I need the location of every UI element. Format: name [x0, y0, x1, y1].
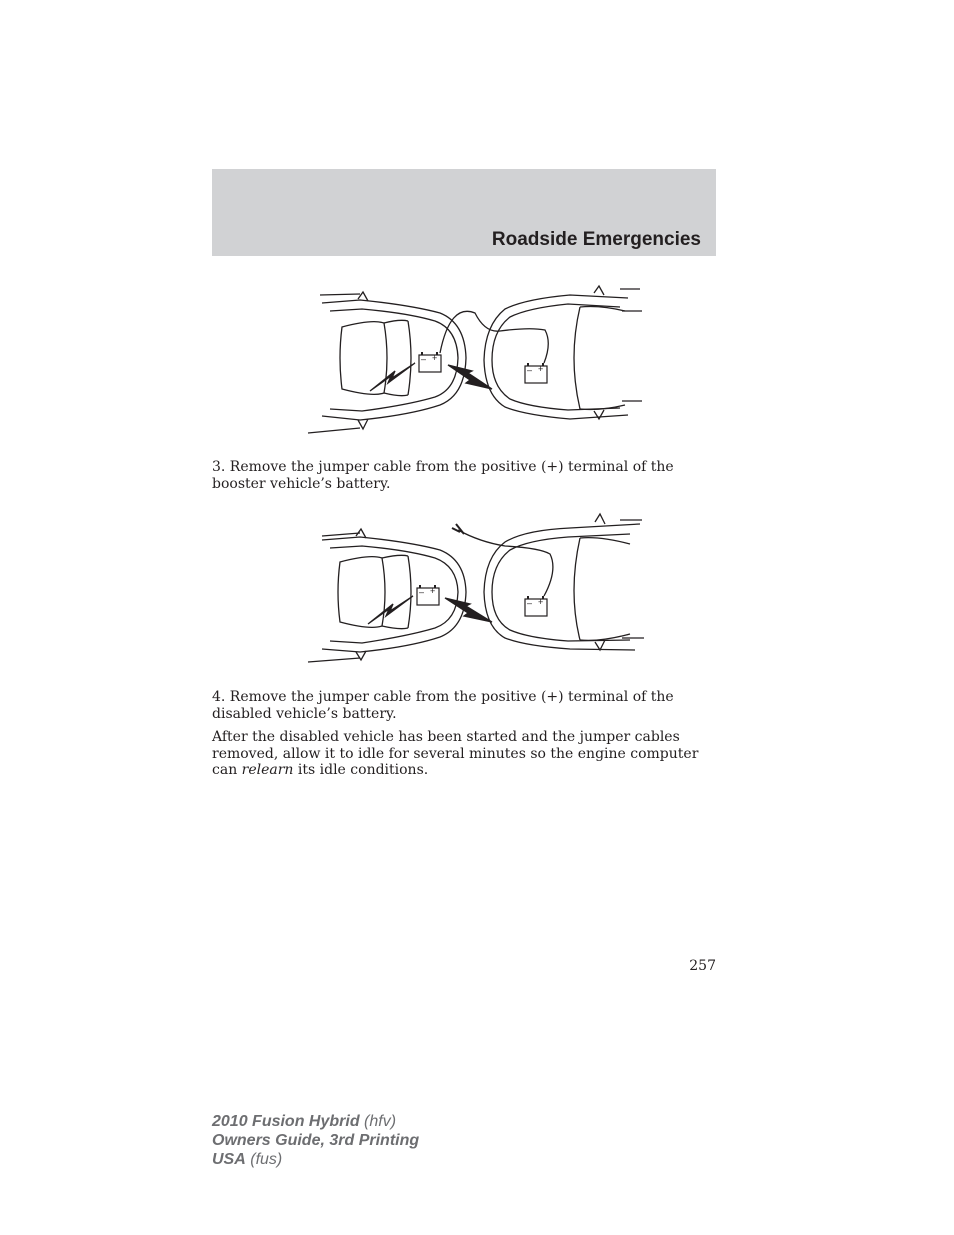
two-vehicles-diagram	[300, 512, 650, 672]
note-text-after: its idle conditions.	[293, 762, 429, 778]
battery-left-plus: +	[432, 353, 438, 363]
note-emphasis: relearn	[241, 762, 294, 778]
note-text-before: After the disabled vehicle has been started and the jumper cables removed, allow it to idle for several minutes so the engine computer can	[212, 729, 699, 778]
step-3-text: 3. Remove the jumper cable from the positive (+) terminal of the booster vehicle’s battery.	[212, 459, 674, 492]
battery-right-plus: +	[538, 364, 544, 374]
battery-left-minus: –	[419, 587, 425, 597]
battery-right-minus: –	[527, 365, 533, 375]
battery-right-minus: –	[527, 598, 533, 608]
section-title: Roadside Emergencies	[491, 229, 701, 250]
header-band	[212, 169, 716, 256]
footer-line-1	[212, 1112, 419, 1131]
step-4-text: 4. Remove the jumper cable from the positive (+) terminal of the disabled vehicle’s battery.	[212, 689, 674, 722]
battery-right-plus: +	[538, 597, 544, 607]
page-number: 257	[689, 958, 716, 974]
two-vehicles-diagram	[300, 283, 650, 441]
footer-market: USA	[212, 1151, 246, 1168]
jump-start-figure-2	[300, 512, 650, 672]
idle-relearn-note	[212, 729, 720, 779]
battery-left-plus: +	[430, 586, 436, 596]
battery-left-minus: –	[421, 354, 427, 364]
footer-model-code: (hfv)	[364, 1113, 397, 1130]
footer-line-2: Owners Guide, 3rd Printing	[212, 1132, 420, 1149]
footer-model: 2010 Fusion Hybrid	[212, 1113, 360, 1130]
document-footer	[212, 1112, 419, 1169]
footer-line-3	[212, 1150, 419, 1169]
footer-market-code: (fus)	[250, 1151, 283, 1168]
jump-start-figure-1	[300, 283, 650, 441]
